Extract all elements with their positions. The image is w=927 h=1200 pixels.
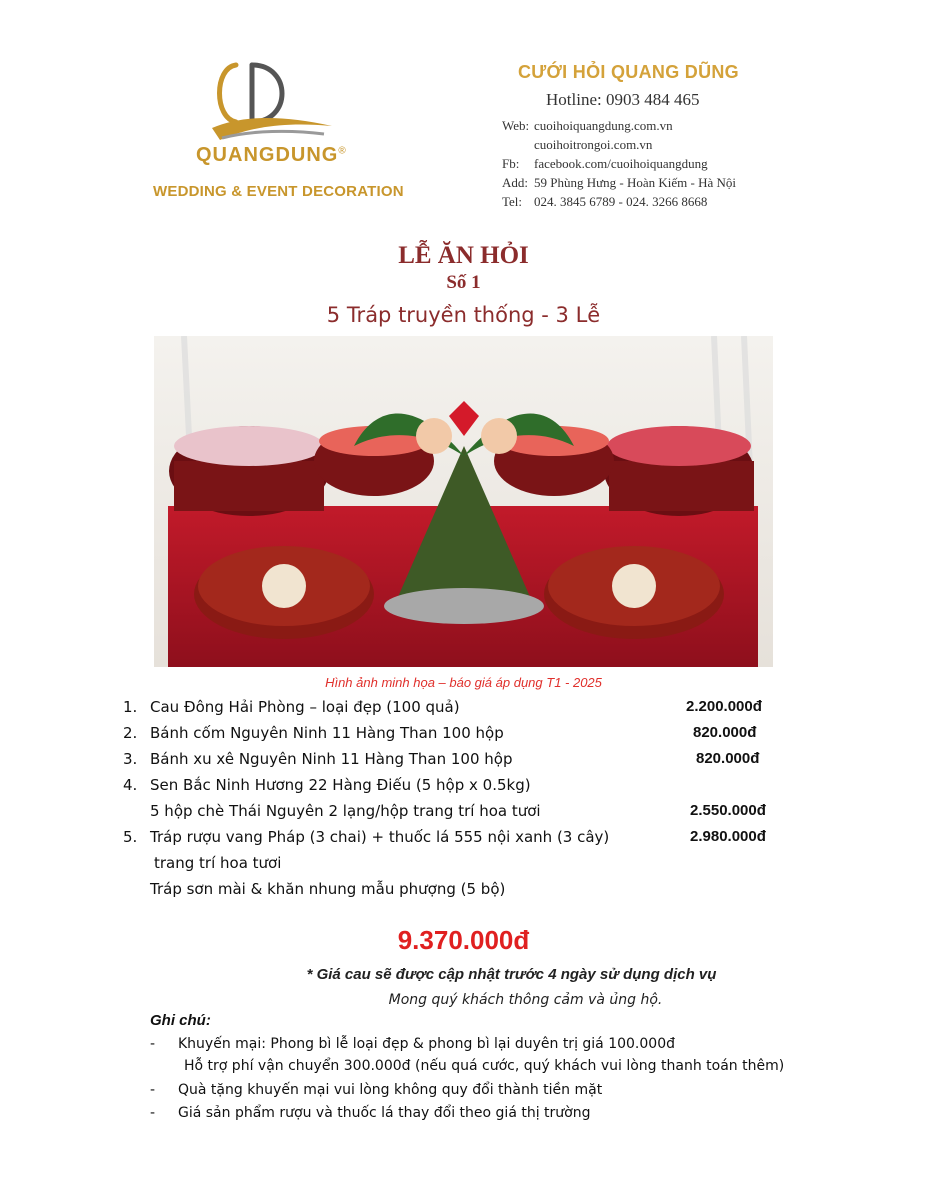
item-detail: Tráp sơn mài & khăn nhung mẫu phượng (5 bộ) xyxy=(150,880,506,898)
item-detail: 5 hộp chè Thái Nguyên 2 lạng/hộp trang trí hoa tươi xyxy=(150,802,541,820)
web-line: Web: cuoihoiquangdung.com.vn xyxy=(502,118,673,133)
bullet-dash: - xyxy=(150,1036,156,1052)
item-name: Bánh cốm Nguyên Ninh 11 Hàng Than 100 hộp xyxy=(150,724,504,742)
item-name: Sen Bắc Ninh Hương 22 Hàng Điếu (5 hộp x 0.5kg) xyxy=(150,776,531,794)
item-price: 2.980.000đ xyxy=(690,828,766,845)
item-number: 3. xyxy=(123,750,138,768)
address-line: Add: 59 Phùng Hưng - Hoàn Kiếm - Hà Nội xyxy=(502,175,737,190)
note-item-detail: Hỗ trợ phí vận chuyển 300.000đ (nếu quá cước, quý khách vui lòng thanh toán thêm) xyxy=(184,1058,785,1074)
company-name: CƯỚI HỎI QUANG DŨNG xyxy=(518,62,739,82)
note-item: Quà tặng khuyến mại vui lòng không quy đổi thành tiền mặt xyxy=(178,1082,603,1098)
package-number: Số 1 xyxy=(446,272,481,293)
hotline: Hotline: 0903 484 465 xyxy=(546,90,700,109)
page-title: LỄ ĂN HỎI xyxy=(398,242,529,269)
bullet-dash: - xyxy=(150,1082,156,1098)
photo-caption: Hình ảnh minh họa – báo giá áp dụng T1 - 2025 xyxy=(325,675,602,690)
product-photo xyxy=(154,336,773,667)
item-number: 4. xyxy=(123,776,138,794)
item-number: 1. xyxy=(123,698,138,716)
brand-name: QUANGDUNG® xyxy=(196,144,347,166)
total-price: 9.370.000đ xyxy=(397,925,530,955)
item-price: 820.000đ xyxy=(693,724,757,741)
item-number: 2. xyxy=(123,724,138,742)
item-price: 820.000đ xyxy=(696,750,760,767)
web-line-2: cuoihoitrongoi.com.vn xyxy=(534,137,653,152)
note-item: Khuyến mại: Phong bì lễ loại đẹp & phong bì lại duyên trị giá 100.000đ xyxy=(178,1036,675,1052)
tel-line: Tel: 024. 3845 6789 - 024. 3266 8668 xyxy=(502,194,708,209)
item-detail: trang trí hoa tươi xyxy=(154,854,282,872)
item-name: Cau Đông Hải Phòng – loại đẹp (100 quả) xyxy=(150,698,460,716)
item-price: 2.550.000đ xyxy=(690,802,766,819)
item-number: 5. xyxy=(123,828,138,846)
package-subtitle: 5 Tráp truyền thống - 3 Lễ xyxy=(326,303,601,327)
facebook-line: Fb: facebook.com/cuoihoiquangdung xyxy=(502,156,708,171)
brand-tagline: WEDDING & EVENT DECORATION xyxy=(153,183,404,200)
item-name: Bánh xu xê Nguyên Ninh 11 Hàng Than 100 hộp xyxy=(150,750,513,768)
item-name: Tráp rượu vang Pháp (3 chai) + thuốc lá 555 nội xanh (3 cây) xyxy=(150,828,610,846)
note-item: Giá sản phẩm rượu và thuốc lá thay đổi theo giá thị trường xyxy=(178,1105,591,1121)
price-note: * Giá cau sẽ được cập nhật trước 4 ngày sử dụng dịch vụ xyxy=(306,966,717,983)
bullet-dash: - xyxy=(150,1105,156,1121)
thanks-note: Mong quý khách thông cảm và ủng hộ. xyxy=(388,992,663,1008)
notes-heading: Ghi chú: xyxy=(150,1012,211,1029)
item-price: 2.200.000đ xyxy=(686,698,762,715)
